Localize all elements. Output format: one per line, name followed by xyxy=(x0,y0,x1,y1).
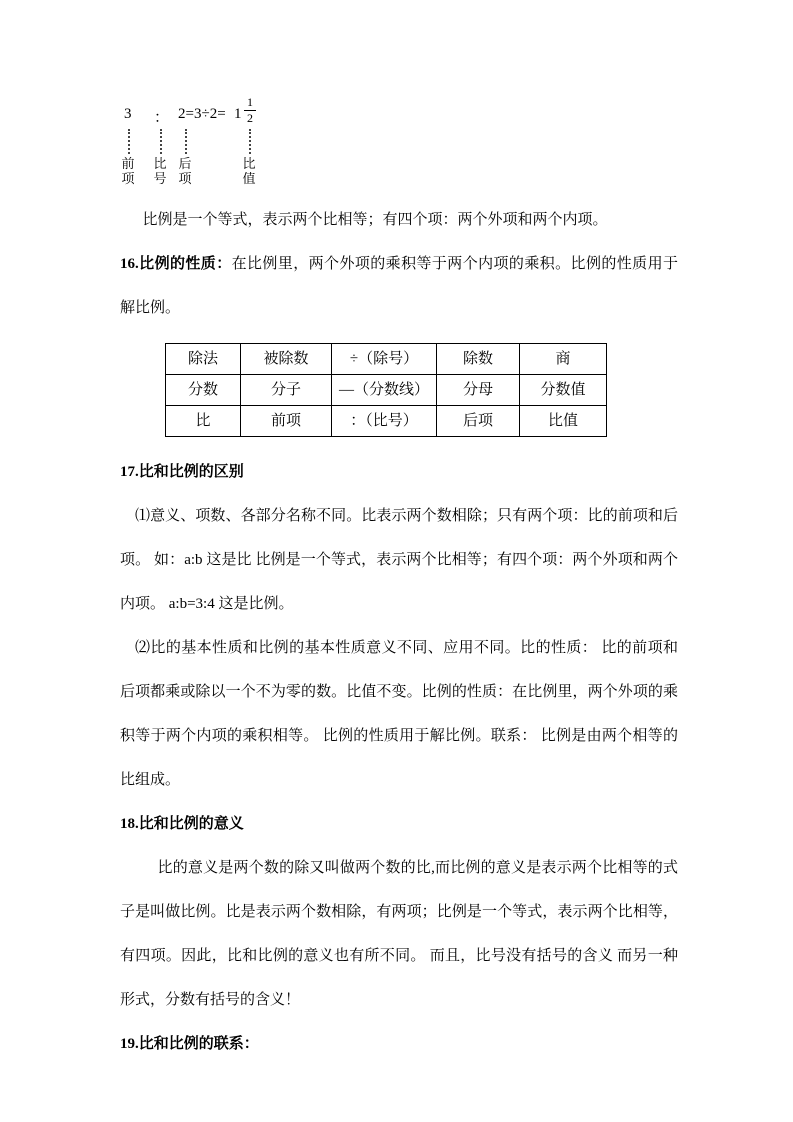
dotted-leader-line xyxy=(185,129,187,154)
ratio-expression: 2=3÷2= xyxy=(178,106,226,122)
table-cell: 分母 xyxy=(437,375,520,406)
dotted-leader-line xyxy=(160,129,162,154)
table-cell: 分数 xyxy=(166,375,241,406)
table-row xyxy=(166,406,607,437)
label-char: 值 xyxy=(242,171,256,186)
section-16-paragraph xyxy=(120,242,678,330)
table-cell: 除数 xyxy=(437,344,520,375)
table-cell: 分子 xyxy=(241,375,332,406)
table-cell: 比值 xyxy=(520,406,607,437)
label-char: 前 xyxy=(121,156,135,171)
table-row xyxy=(166,375,607,406)
label-char: 项 xyxy=(121,171,135,186)
table-cell: —（分数线） xyxy=(332,375,437,406)
fraction-numerator: 1 xyxy=(244,96,256,111)
intro-paragraph: 比例是一个等式，表示两个比相等；有四个项：两个外项和两个内项。 xyxy=(142,212,608,228)
table-cell: 分数值 xyxy=(520,375,607,406)
table-row xyxy=(166,344,607,375)
dotted-leader-line xyxy=(249,129,251,154)
label-back-term xyxy=(177,156,193,186)
ratio-value-fraction xyxy=(244,96,256,125)
table-cell: ÷（除号） xyxy=(332,344,437,375)
section-17-paragraph-1: ⑴意义、项数、各部分名称不同。比表示两个数相除；只有两个项：比的前项和后项。 如：a:b 这是比 比例是一个等式，表示两个比相等；有四个项：两个外项和两个内项。 a:b=3:4 这是比例。 xyxy=(120,508,678,612)
label-ratio-value xyxy=(241,156,257,186)
label-char: 项 xyxy=(178,171,192,186)
section-16-body: 在比例里，两个外项的乘积等于两个内项的乘积。比例的性质用于解比例。 xyxy=(120,256,678,316)
dotted-leader-line xyxy=(128,129,130,154)
section-16-heading: 16.比例的性质： xyxy=(120,256,232,272)
table-cell: 后项 xyxy=(437,406,520,437)
section-17-paragraph-2: ⑵比的基本性质和比例的基本性质意义不同、应用不同。比的性质： 比的前项和后项都乘或除以一个不为零的数。比值不变。比例的性质：在比例里，两个外项的乘积等于两个内项的乘积相等。 比例的性质用于解比例。联系： 比例是由两个相等的比组成。 xyxy=(120,640,678,788)
section-18-paragraph: 比的意义是两个数的除又叫做两个数的比,而比例的意义是表示两个比相等的式子是叫做比例。比是表示两个数相除，有两项；比例是一个等式，表示两个比相等，有四项。因此，比和比例的意义也有所不同。 而且，比号没有括号的含义 而另一种形式，分数有括号的含义！ xyxy=(120,860,678,1008)
table-cell: ：（比号） xyxy=(332,406,437,437)
division-fraction-ratio-table xyxy=(165,343,607,437)
label-front-term xyxy=(120,156,136,186)
label-ratio-sign xyxy=(152,156,168,186)
table-cell: 除法 xyxy=(166,344,241,375)
ratio-colon: ： xyxy=(154,110,170,126)
label-char: 比 xyxy=(242,156,256,171)
label-char: 号 xyxy=(153,171,167,186)
label-char: 比 xyxy=(153,156,167,171)
table-cell: 前项 xyxy=(241,406,332,437)
table-cell: 被除数 xyxy=(241,344,332,375)
label-char: 后 xyxy=(178,156,192,171)
section-18-heading: 18.比和比例的意义 xyxy=(120,816,244,832)
ratio-diagram xyxy=(120,96,678,192)
fraction-denominator: 2 xyxy=(247,111,253,125)
table-cell: 比 xyxy=(166,406,241,437)
ratio-value-whole: 1 xyxy=(234,106,242,122)
section-19-heading: 19.比和比例的联系： xyxy=(120,1036,259,1052)
table-cell: 商 xyxy=(520,344,607,375)
section-17-heading: 17.比和比例的区别 xyxy=(120,464,244,480)
ratio-first-term: 3 xyxy=(124,106,132,122)
